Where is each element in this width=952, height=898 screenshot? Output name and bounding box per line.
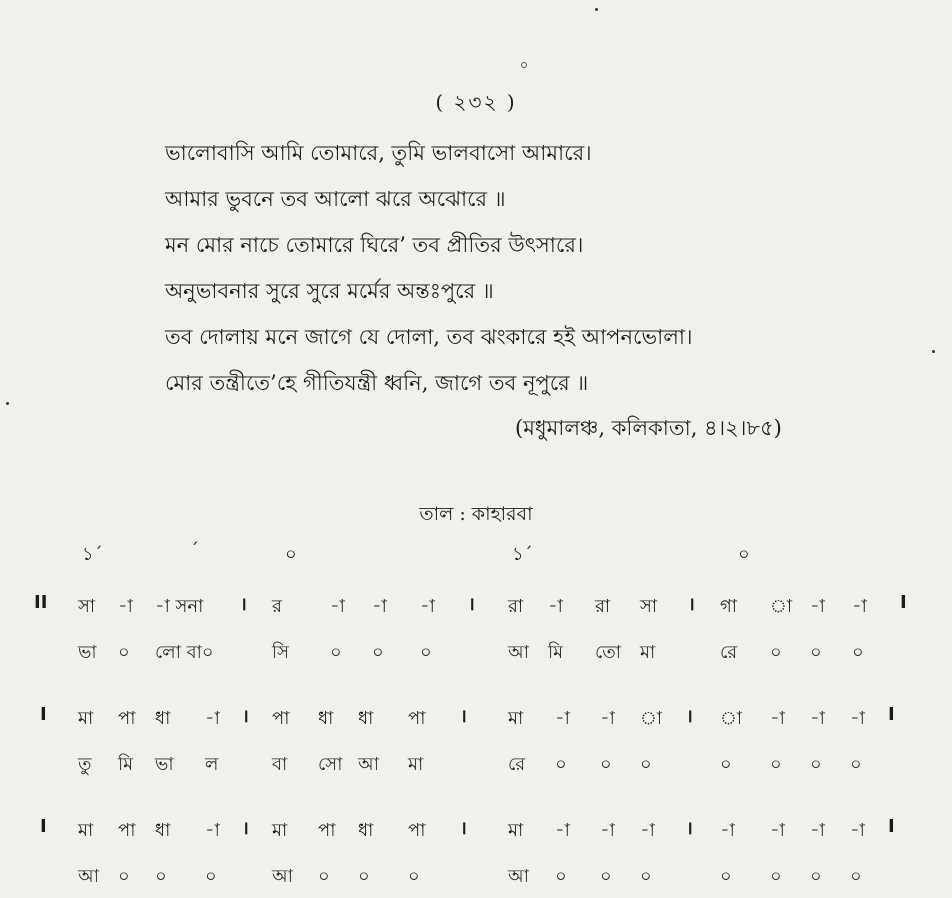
swara-note: মা [508, 708, 524, 729]
swara-note: মা [508, 820, 524, 841]
bani-syllable: তু [78, 754, 92, 775]
speck [595, 8, 598, 11]
swara-note: পা [118, 820, 136, 841]
bani-syllable: ০ [118, 866, 130, 887]
bani-syllable: ০ [720, 754, 732, 775]
swara-note: ধা [358, 708, 374, 729]
swara-row [0, 704, 952, 734]
lyric-line: মোর তন্ত্রীতে’হে গীতিযন্ত্রী ধ্বনি, জাগে তব নূপুরে ॥ [165, 371, 589, 395]
bar-line: । [460, 706, 467, 727]
taal-heading: তাল : কাহারবা [419, 503, 533, 525]
beat-mark: ০ [738, 544, 750, 565]
bani-syllable: ০ [850, 866, 862, 887]
bani-syllable: রে [508, 754, 526, 775]
bar-line: I [888, 816, 895, 837]
swara-note: ধা [318, 708, 334, 729]
bani-syllable: মা [640, 642, 656, 663]
swara-note: -া [850, 708, 865, 729]
swara-note: -া [372, 596, 387, 617]
swara-note: পা [408, 708, 426, 729]
bani-syllable: সো [318, 754, 343, 775]
swara-note: -া [850, 820, 865, 841]
bani-syllable: বা [272, 754, 288, 775]
bani-syllable: ০ [372, 642, 384, 663]
bar-line: । [686, 818, 693, 839]
swara-note: ধা [358, 820, 374, 841]
bani-syllable: আ [508, 642, 529, 663]
swara-note: মা [78, 820, 94, 841]
swara-note: -া [555, 708, 570, 729]
bani-syllable: ০ [205, 866, 217, 887]
beat-mark: ১´ [512, 544, 533, 565]
bar-line: II [34, 592, 48, 613]
bani-syllable: মি [118, 754, 134, 775]
swara-note: া [720, 708, 743, 729]
bar-line: । [686, 706, 693, 727]
swara-note: -া [810, 596, 825, 617]
swara-note: া [770, 596, 793, 617]
bar-line: I [900, 592, 907, 613]
bani-row [0, 862, 952, 892]
bani-syllable: ০ [850, 754, 862, 775]
bar-line: । [242, 706, 249, 727]
swara-row [0, 592, 952, 622]
bar-line: । [460, 818, 467, 839]
swara-note: সা [640, 596, 658, 617]
bani-syllable: মা [408, 754, 424, 775]
swara-note: -া [810, 708, 825, 729]
bani-syllable: ০ [318, 866, 330, 887]
swara-note: পা [318, 820, 336, 841]
bani-syllable: আ [508, 866, 529, 887]
bani-syllable: ভা [155, 754, 174, 775]
lyric-line: অনুভাবনার সুরে সুরে মর্মের অন্তঃপুরে ॥ [165, 279, 494, 303]
bani-row [0, 638, 952, 668]
swara-note: -া [420, 596, 435, 617]
beat-mark: ১´ [82, 544, 103, 565]
song-lyrics [165, 138, 805, 414]
bani-syllable: ০ [555, 754, 567, 775]
bar-line: । [240, 594, 247, 615]
swara-note: ধা [155, 708, 171, 729]
swara-note: -া [810, 820, 825, 841]
swara-note: রা [508, 596, 524, 617]
swara-note: -া [600, 820, 615, 841]
bani-syllable: ০ [770, 642, 782, 663]
bani-syllable: ০ [770, 866, 782, 887]
swara-row [0, 816, 952, 846]
bani-syllable: ০ [770, 754, 782, 775]
speck [521, 62, 527, 68]
page-number: ( ২৩২ ) [435, 90, 517, 114]
bani-syllable: ০ [810, 866, 822, 887]
bani-syllable: তো [595, 642, 622, 663]
bar-line: । [242, 818, 249, 839]
bani-syllable: আ [358, 754, 379, 775]
bani-syllable: ০ [810, 642, 822, 663]
swara-note: সা [78, 596, 96, 617]
bani-syllable: ০ [720, 866, 732, 887]
bani-syllable: ০ [118, 642, 130, 663]
beat-mark: ০ [285, 544, 297, 565]
swara-note: পা [408, 820, 426, 841]
bar-line: I [888, 704, 895, 725]
bani-syllable: রে [720, 642, 738, 663]
swara-note: পা [118, 708, 136, 729]
bani-syllable: আ [272, 866, 293, 887]
composition-source: (মধুমালঞ্চ, কলিকাতা, ৪।২।৮৫) [515, 416, 782, 440]
swara-note: গা [720, 596, 738, 617]
bani-syllable: সি [272, 642, 290, 663]
bani-syllable: আ [78, 866, 99, 887]
bani-syllable: ০ [640, 866, 652, 887]
swara-note: -া [720, 820, 735, 841]
speck [6, 402, 9, 405]
swara-note: রা [595, 596, 611, 617]
bar-line: । [688, 594, 695, 615]
lyric-line: তব দোলায় মনে জাগে যে দোলা, তব ঝংকারে হই আপনভোলা। [165, 325, 693, 349]
bani-syllable: ০ [640, 754, 652, 775]
bani-syllable: ০ [810, 754, 822, 775]
swara-note: -া [205, 820, 220, 841]
swara-note: -া [770, 820, 785, 841]
swara-note: -া [600, 708, 615, 729]
bani-syllable: ভা [78, 642, 97, 663]
swara-note: -া [852, 596, 867, 617]
swara-note: পা [272, 708, 290, 729]
swara-note: -া [118, 596, 133, 617]
bani-syllable: ০ [555, 866, 567, 887]
bani-syllable: লো বা০ [155, 642, 214, 663]
swara-note: -া [548, 596, 563, 617]
swara-note: র [272, 596, 282, 617]
lyric-line: আমার ভুবনে তব আলো ঝরে অঝোরে ॥ [165, 187, 506, 211]
bani-syllable: ০ [852, 642, 864, 663]
beat-mark: ´ [190, 540, 199, 561]
swara-note: -া [555, 820, 570, 841]
swara-note: মা [78, 708, 94, 729]
swara-note: -া [640, 820, 655, 841]
bar-line: । [468, 594, 475, 615]
bar-line: I [40, 816, 47, 837]
bani-row [0, 750, 952, 780]
swara-note: মা [272, 820, 288, 841]
swara-note: া [640, 708, 663, 729]
swara-note: -া [205, 708, 220, 729]
speck [932, 350, 935, 353]
bani-syllable: ০ [420, 642, 432, 663]
bani-syllable: ০ [358, 866, 370, 887]
swara-note: ধা [155, 820, 171, 841]
bar-line: I [40, 704, 47, 725]
bani-syllable: ০ [408, 866, 420, 887]
swara-note: -া সনা [155, 596, 204, 617]
lyric-line: ভালোবাসি আমি তোমারে, তুমি ভালবাসো আমারে। [165, 141, 592, 165]
bani-syllable: ল [205, 754, 219, 775]
bani-syllable: ০ [600, 754, 612, 775]
swara-note: -া [330, 596, 345, 617]
swara-note: -া [770, 708, 785, 729]
bani-syllable: ০ [155, 866, 167, 887]
lyric-line: মন মোর নাচে তোমারে ঘিরে’ তব প্রীতির উৎসারে। [165, 233, 584, 257]
bani-syllable: ০ [600, 866, 612, 887]
bani-syllable: ০ [330, 642, 342, 663]
bani-syllable: মি [548, 642, 564, 663]
